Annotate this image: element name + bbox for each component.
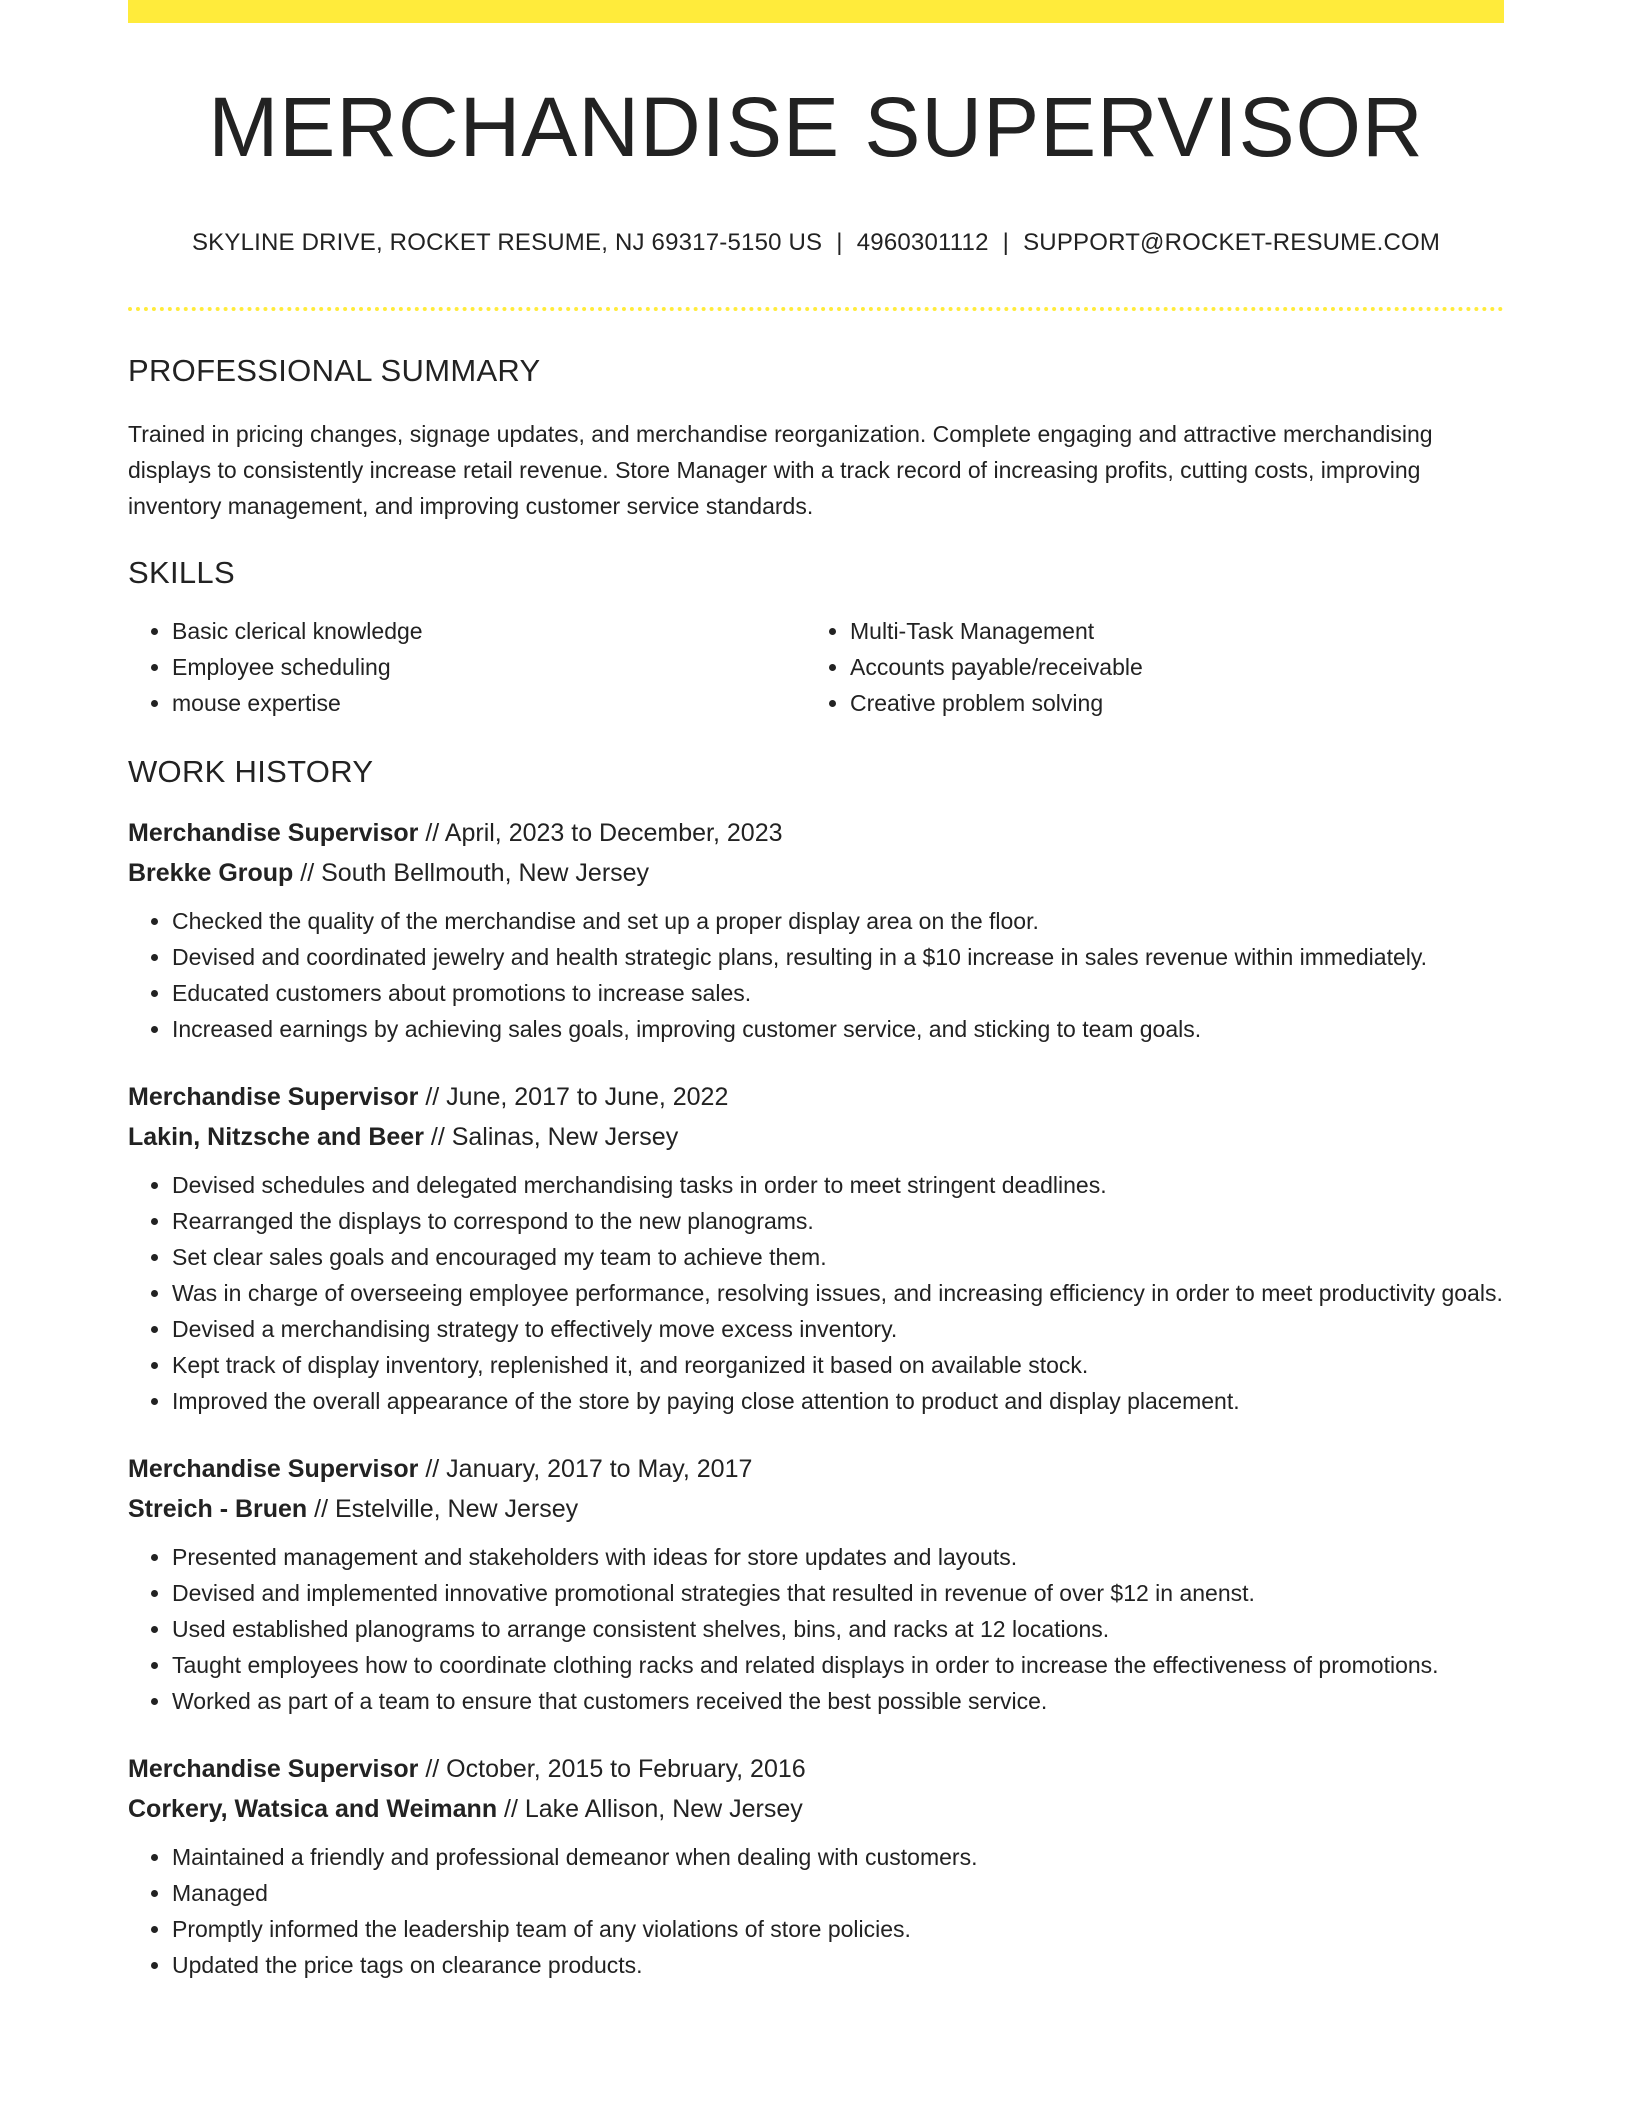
- job-bullet: • Updated the price tags on clearance products.: [172, 1947, 1504, 1983]
- job-company: Brekke Group: [128, 859, 294, 887]
- skills-heading: SKILLS: [128, 555, 235, 590]
- contact-address: SKYLINE DRIVE, ROCKET RESUME, NJ 69317-5150 US: [191, 229, 823, 256]
- job-role-line: [128, 1749, 1504, 1789]
- job-dates: // October, 2015 to February, 2016: [418, 1755, 806, 1783]
- job-bullet: • Was in charge of overseeing employee performance, resolving issues, and increasing efficiency in order to meet productivity goals.: [172, 1275, 1504, 1311]
- job-role: Merchandise Supervisor: [128, 1455, 419, 1483]
- job-bullets: [128, 1167, 1504, 1419]
- resume-header: [128, 23, 1504, 257]
- job-bullet: • Educated customers about promotions to increase sales.: [172, 975, 1504, 1011]
- job-bullet: • Set clear sales goals and encouraged my team to achieve them.: [172, 1239, 1504, 1275]
- job-location: // Lake Allison, New Jersey: [497, 1795, 803, 1823]
- job-bullet: • Devised and coordinated jewelry and health strategic plans, resulting in a $10 increase in sales revenue within immediately.: [172, 939, 1504, 975]
- job-bullet: • Rearranged the displays to correspond to the new planograms.: [172, 1203, 1504, 1239]
- job-bullet: • Used established planograms to arrange consistent shelves, bins, and racks at 12 locations.: [172, 1611, 1504, 1647]
- job-bullets: [128, 1839, 1504, 1983]
- contact-line: [128, 229, 1504, 257]
- job-bullet: • Devised schedules and delegated merchandising tasks in order to meet stringent deadlines.: [172, 1167, 1504, 1203]
- job-dates: // January, 2017 to May, 2017: [418, 1455, 753, 1483]
- contact-email[interactable]: SUPPORT@ROCKET-RESUME.COM: [1023, 229, 1441, 256]
- job-bullet: • Checked the quality of the merchandise and set up a proper display area on the floor.: [172, 903, 1504, 939]
- skill-item: • Employee scheduling: [172, 649, 806, 685]
- skills-column-right: [806, 613, 1484, 721]
- work-history-heading: WORK HISTORY: [128, 754, 374, 789]
- job-bullets: [128, 1539, 1504, 1719]
- job-bullet: • Maintained a friendly and professional demeanor when dealing with customers.: [172, 1839, 1504, 1875]
- job-role: Merchandise Supervisor: [128, 1755, 419, 1783]
- job-bullet: • Increased earnings by achieving sales goals, improving customer service, and sticking to team goals.: [172, 1011, 1504, 1047]
- skills-column-left: [128, 613, 806, 721]
- candidate-title: MERCHANDISE SUPERVISOR: [208, 80, 1424, 174]
- contact-separator: |: [836, 229, 843, 256]
- job-role: Merchandise Supervisor: [128, 1083, 419, 1111]
- skill-item: • Creative problem solving: [850, 685, 1484, 721]
- job-company-line: [128, 1117, 1504, 1157]
- contact-phone[interactable]: 4960301112: [856, 229, 989, 256]
- summary-heading: PROFESSIONAL SUMMARY: [128, 353, 541, 388]
- job-location: // Estelville, New Jersey: [307, 1495, 579, 1523]
- job-company: Lakin, Nitzsche and Beer: [128, 1123, 424, 1151]
- job-dates: // April, 2023 to December, 2023: [418, 819, 783, 847]
- skill-item: • mouse expertise: [172, 685, 806, 721]
- skill-item: • Basic clerical knowledge: [172, 613, 806, 649]
- job-entry: [128, 1449, 1504, 1719]
- job-bullet: • Devised a merchandising strategy to effectively move excess inventory.: [172, 1311, 1504, 1347]
- skills-list: [128, 613, 1504, 721]
- job-role-line: [128, 1449, 1504, 1489]
- skill-item: • Multi-Task Management: [850, 613, 1484, 649]
- resume-body: [128, 355, 1504, 1983]
- job-bullet: • Taught employees how to coordinate clothing racks and related displays in order to increase the effectiveness of promotions.: [172, 1647, 1504, 1683]
- job-location: // South Bellmouth, New Jersey: [293, 859, 650, 887]
- job-bullet: • Worked as part of a team to ensure that customers received the best possible service.: [172, 1683, 1504, 1719]
- job-role: Merchandise Supervisor: [128, 819, 419, 847]
- job-bullet: • Kept track of display inventory, replenished it, and reorganized it based on available stock.: [172, 1347, 1504, 1383]
- job-dates: // June, 2017 to June, 2022: [418, 1083, 729, 1111]
- contact-separator: |: [1002, 229, 1010, 256]
- job-company: Corkery, Watsica and Weimann: [128, 1795, 498, 1823]
- job-bullet: • Devised and implemented innovative promotional strategies that resulted in revenue of over $12 in anenst.: [172, 1575, 1504, 1611]
- job-bullets: [128, 903, 1504, 1047]
- summary-text: Trained in pricing changes, signage updates, and merchandise reorganization. Complete engaging and attractive merchandising displays to consistently increase retail revenue. Store Manager with a track record of increasing profits, cutting costs, improving inventory management, and improving customer service standards.: [128, 421, 1433, 519]
- job-role-line: [128, 1077, 1504, 1117]
- job-role-line: [128, 813, 1504, 853]
- job-bullet: • Presented management and stakeholders with ideas for store updates and layouts.: [172, 1539, 1504, 1575]
- job-entry: [128, 1077, 1504, 1419]
- job-company: Streich - Bruen: [128, 1495, 308, 1523]
- skill-item: • Accounts payable/receivable: [850, 649, 1484, 685]
- job-company-line: [128, 853, 1504, 893]
- job-bullet: • Managed: [172, 1875, 1504, 1911]
- job-company-line: [128, 1489, 1504, 1529]
- job-bullet: • Promptly informed the leadership team of any violations of store policies.: [172, 1911, 1504, 1947]
- job-entry: [128, 813, 1504, 1047]
- job-company-line: [128, 1789, 1504, 1829]
- top-accent-bar: [128, 0, 1504, 23]
- header-divider: [128, 307, 1504, 311]
- job-location: // Salinas, New Jersey: [423, 1123, 679, 1151]
- job-bullet: • Improved the overall appearance of the store by paying close attention to product and display placement.: [172, 1383, 1504, 1419]
- job-entry: [128, 1749, 1504, 1983]
